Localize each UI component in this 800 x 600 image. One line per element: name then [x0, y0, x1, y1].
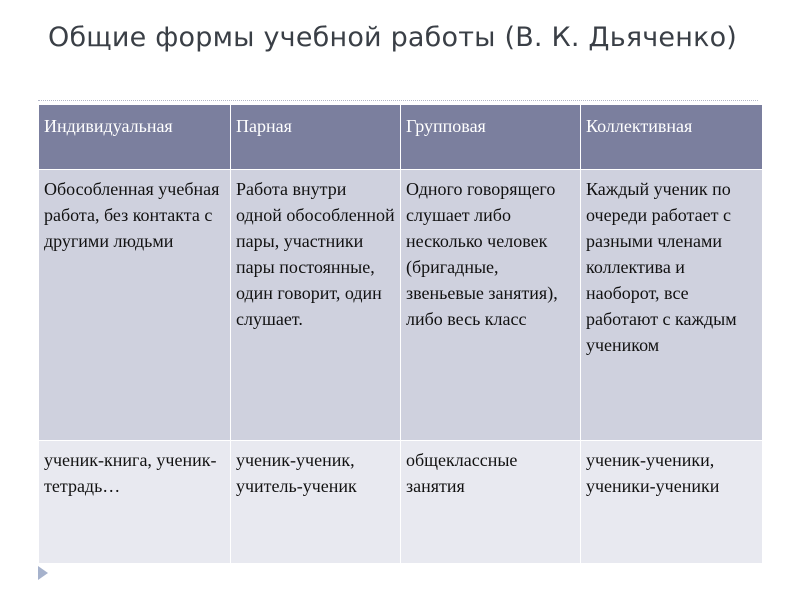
header-pair: Парная — [231, 105, 401, 170]
pairing-pair: ученик-ученик, учитель-ученик — [231, 441, 401, 564]
header-collective: Коллективная — [581, 105, 763, 170]
pairing-collective: ученик-ученики, ученики-ученики — [581, 441, 763, 564]
forms-table — [38, 104, 763, 564]
pairing-group: общеклассные занятия — [401, 441, 581, 564]
title-divider — [38, 100, 758, 101]
table-row — [39, 170, 763, 441]
page-title: Общие формы учебной работы (В. К. Дьяченко) — [48, 22, 738, 53]
description-group: Одного говорящего слушает либо несколько человек (бригадные, звеньевые занятия), либо весь класс — [401, 170, 581, 441]
header-group: Групповая — [401, 105, 581, 170]
description-individual: Обособленная учебная работа, без контакта с другими людьми — [39, 170, 231, 441]
table-row — [39, 441, 763, 564]
header-individual: Индивидуальная — [39, 105, 231, 170]
description-pair: Работа внутри одной обособленной пары, участники пары постоянные, один говорит, один слушает. — [231, 170, 401, 441]
table-header-row — [39, 105, 763, 170]
pairing-individual: ученик-книга, ученик-тетрадь… — [39, 441, 231, 564]
slide-nav-arrow-icon — [38, 566, 48, 580]
description-collective: Каждый ученик по очереди работает с разными членами коллектива и наоборот, все работают с каждым учеником — [581, 170, 763, 441]
